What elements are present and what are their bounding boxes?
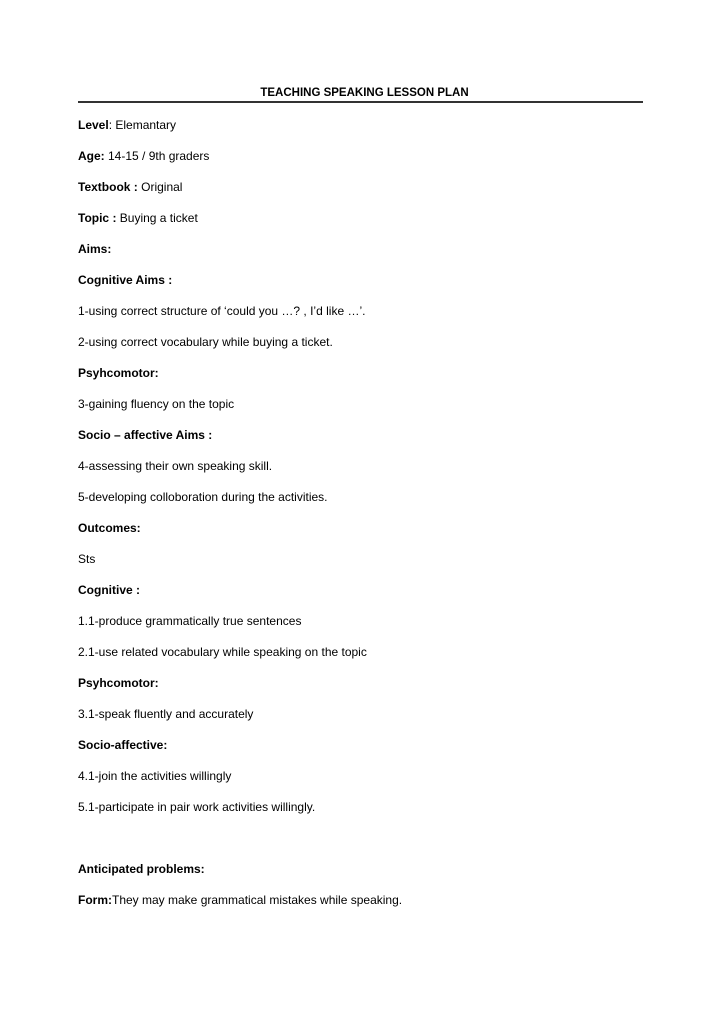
line-label: Socio – affective Aims :	[78, 428, 213, 442]
line-text: 1-using correct structure of ‘could you …? , I’d like …’.	[78, 304, 366, 318]
line-text: 5-developing colloboration during the activities.	[78, 490, 328, 504]
document-line	[78, 304, 365, 318]
line-label: Level	[78, 118, 109, 132]
document-line	[78, 521, 141, 535]
document-line	[78, 459, 272, 473]
document-line	[78, 583, 140, 597]
line-text: They may make grammatical mistakes while speaking.	[112, 893, 403, 907]
document-line	[78, 893, 402, 907]
document-line	[78, 738, 167, 752]
line-label: Cognitive :	[78, 583, 140, 597]
line-label: Cognitive Aims :	[78, 273, 173, 287]
document-line	[78, 645, 367, 659]
document-line	[78, 862, 205, 876]
title-divider	[78, 101, 643, 103]
line-text: 5.1-participate in pair work activities willingly.	[78, 800, 316, 814]
document-line	[78, 552, 95, 566]
document-title: TEACHING SPEAKING LESSON PLAN	[260, 87, 469, 99]
line-label: Psyhcomotor:	[78, 366, 159, 380]
document-line	[78, 490, 328, 504]
line-label: Aims:	[78, 242, 112, 256]
line-text: 1.1-produce grammatically true sentences	[78, 614, 302, 628]
document-line	[78, 273, 172, 287]
line-text: 4.1-join the activities willingly	[78, 769, 232, 783]
line-text: : Elemantary	[108, 118, 177, 132]
line-label: Outcomes:	[78, 521, 141, 535]
document-line	[78, 614, 301, 628]
line-label: Topic :	[78, 211, 117, 225]
document-line	[78, 769, 231, 783]
line-text: Sts	[78, 552, 96, 566]
line-text: 2-using correct vocabulary while buying a ticket.	[78, 335, 333, 349]
document-line	[78, 149, 209, 163]
line-text: 14-15 / 9th graders	[104, 149, 210, 163]
line-text: 3.1-speak fluently and accurately	[78, 707, 254, 721]
document-line	[78, 676, 159, 690]
document-line	[78, 242, 111, 256]
line-label: Socio-affective:	[78, 738, 168, 752]
line-label: Psyhcomotor:	[78, 676, 159, 690]
line-label: Age:	[78, 149, 105, 163]
line-text: 4-assessing their own speaking skill.	[78, 459, 273, 473]
document-line	[78, 180, 182, 194]
document-line	[78, 118, 176, 132]
document-line	[78, 397, 234, 411]
document-line	[78, 366, 159, 380]
document-line	[78, 800, 315, 814]
line-text: 2.1-use related vocabulary while speaking on the topic	[78, 645, 367, 659]
document-line	[78, 211, 198, 225]
line-text: Buying a ticket	[116, 211, 198, 225]
document-line	[78, 428, 212, 442]
line-text: 3-gaining fluency on the topic	[78, 397, 235, 411]
line-label: Textbook :	[78, 180, 138, 194]
document-line	[78, 707, 253, 721]
line-text: Original	[137, 180, 183, 194]
line-label: Form:	[78, 893, 112, 907]
document-line	[78, 335, 333, 349]
line-label: Anticipated problems:	[78, 862, 205, 876]
